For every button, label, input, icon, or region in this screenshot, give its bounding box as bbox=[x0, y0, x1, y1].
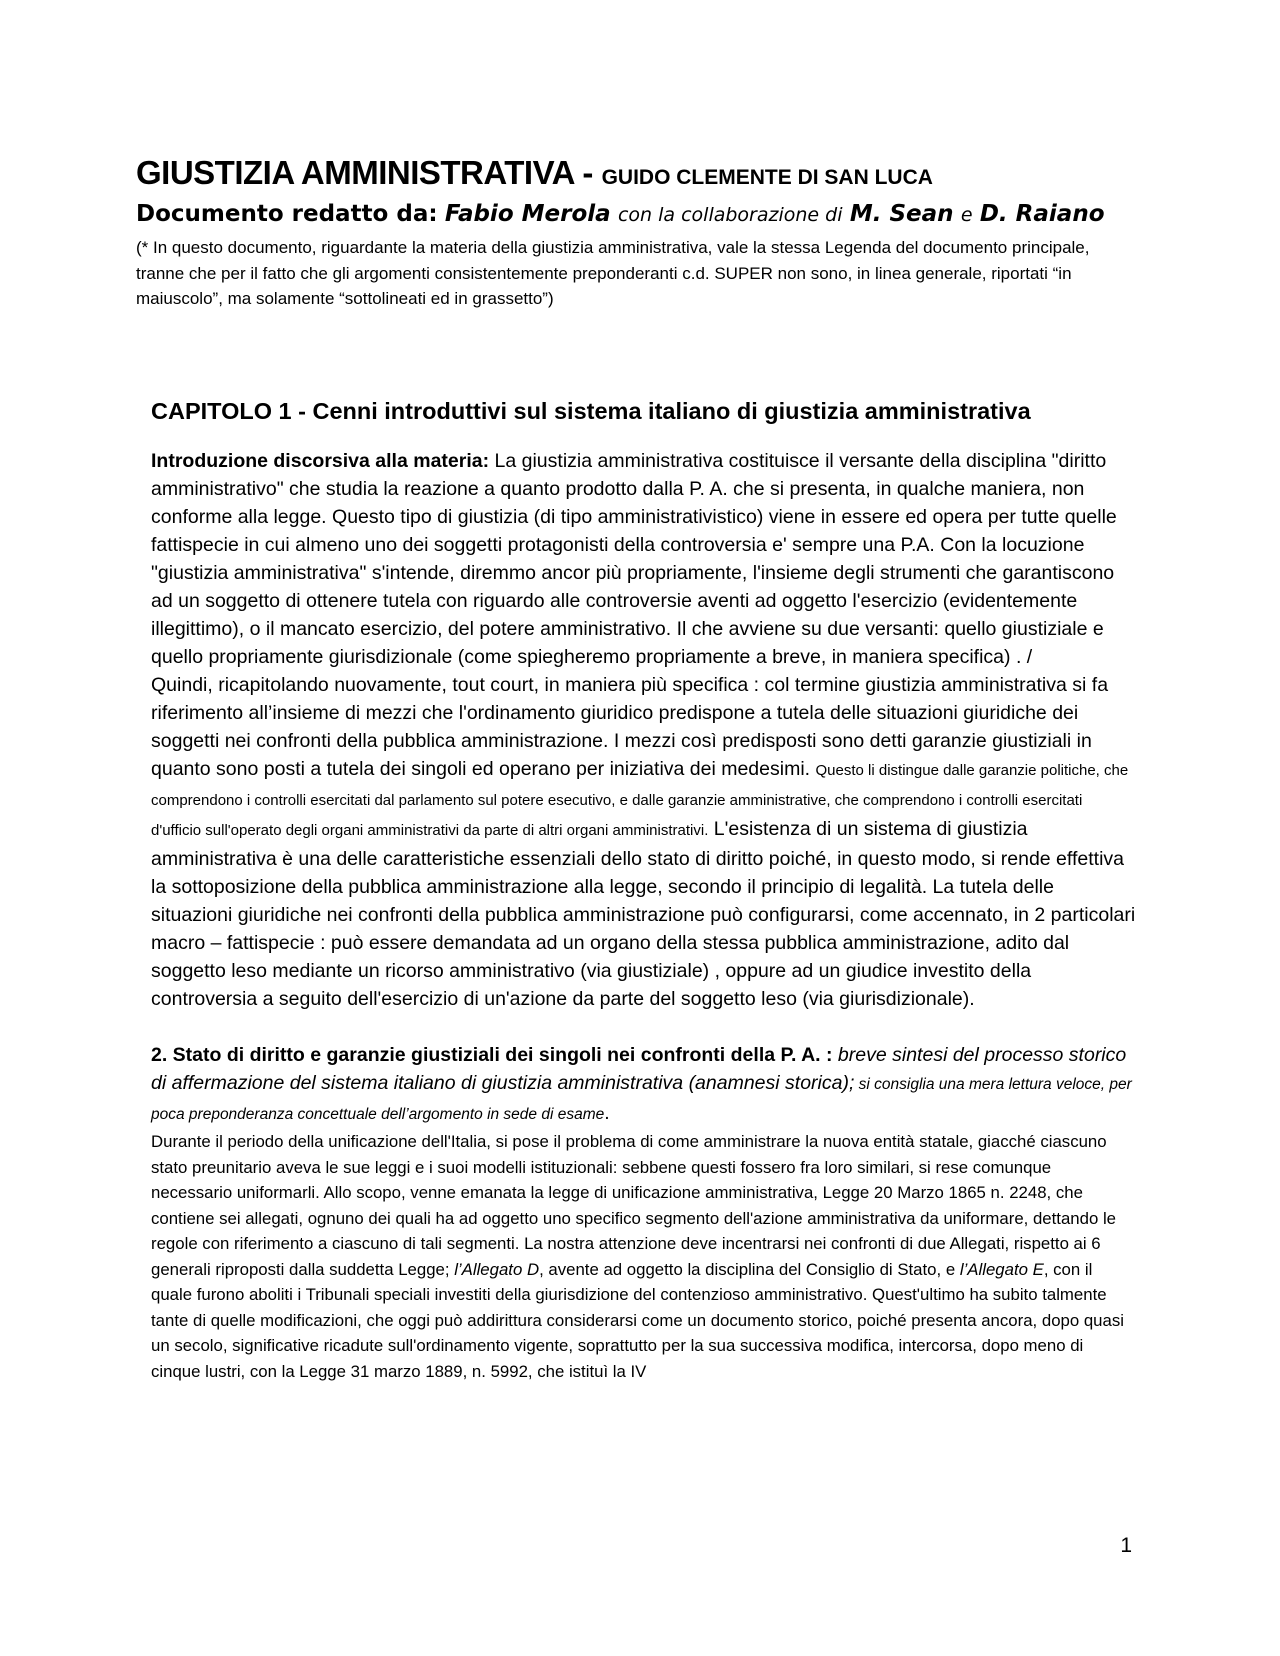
title-subtitle: GUIDO CLEMENTE DI SAN LUCA bbox=[601, 166, 933, 189]
collab-name-1: M. Sean bbox=[849, 201, 954, 227]
author-prefix: Documento redatto da: bbox=[136, 201, 438, 227]
allegato-d: l’Allegato D bbox=[454, 1259, 540, 1279]
section-2-body-3: , con il quale furono aboliti i Tribunali speciali investiti della giurisdizione del contenzioso amministrativo. Quest'ultimo ha subito talmente tante di quelle modificazioni, che oggi può addirittura considerarsi come un documento storico, poiché presenta ancora, dopo quasi un secolo, significative ricadute sull'ordinamento vigente, soprattutto per la sua successiva modifica, intercorsa, dopo meno di cinque lustri, con la Legge 31 marzo 1889, n. 5992, che istituì la IV bbox=[151, 1259, 1124, 1381]
section-2-advice: si consiglia una mera lettura veloce, per poca preponderanza concettuale dell’argomento in sede di esame bbox=[151, 1076, 1132, 1123]
intro-text-3: L'esistenza di un sistema di giustizia amministrativa è una delle caratteristiche essenziali dello stato di diritto poiché, in questo modo, si rende effettiva la sottoposizione della pubblica amministrazione alla legge, secondo il principio di legalità. La tutela delle situazioni giuridiche nei confronti della pubblica amministrazione può configurarsi, come accennato, in 2 particolari macro – fattispecie : può essere demandata ad un organo della stessa pubblica amministrazione, adito dal soggetto leso mediante un ricorso amministrativo (via giustiziale) , oppure ad un giudice investito della controversia a seguito dell'esercizio di un'azione da parte del soggetto leso (via giurisdizionale). bbox=[151, 818, 1136, 1010]
section-2-end: . bbox=[604, 1102, 610, 1124]
title-main: GIUSTIZIA AMMINISTRATIVA - bbox=[136, 154, 593, 191]
summary-paragraph bbox=[151, 671, 1136, 1013]
collab-name-2: D. Raiano bbox=[979, 201, 1105, 227]
intro-text-1: La giustizia amministrativa costituisce il versante della disciplina "diritto amministrativo" che studia la reazione a quanto prodotto dalla P. A. che si presenta, in qualche maniera, non conforme alla legge. Questo tipo di giustizia (di tipo amministrativistico) viene in essere ed opera per tutte quelle fattispecie in cui almeno uno dei soggetti protagonisti della controversia e' sempre una P.A. Con la locuzione "giustizia amministrativa" s'intende, diremmo ancor più propriamente, l'insieme degli strumenti che garantiscono ad un soggetto di ottenere tutela con riguardo alle controversie aventi ad oggetto l'esercizio (evidentemente illegittimo), o il mancato esercizio, del potere amministrativo. Il che avviene su due versanti: quello giustiziale e quello propriamente giurisdizionale (come spiegheremo propriamente a breve, in maniera specifica) . / bbox=[151, 450, 1117, 668]
author-line bbox=[136, 199, 1126, 231]
intro-lead: Introduzione discorsiva alla materia: bbox=[151, 450, 490, 472]
collab-text: con la collaborazione di bbox=[617, 204, 843, 226]
intro-small-text: Questo li distingue dalle garanzie politiche, che comprendono i controlli esercitati dal parlamento sul potere esecutivo, e dalle garanzie amministrative, che comprendono i controlli esercitati d'ufficio sull'operato degli organi amministrativi da parte di altri organi amministrativi. bbox=[151, 762, 1129, 839]
document-header bbox=[136, 154, 1136, 312]
section-2-paragraph bbox=[151, 1129, 1136, 1384]
intro-paragraph bbox=[151, 447, 1136, 671]
document-body bbox=[151, 395, 1136, 1384]
legend-note: (* In questo documento, riguardante la materia della giustizia amministrativa, vale la stessa Legenda del documento principale, tranne che per il fatto che gli argomenti consistentemente preponderanti c.d. SUPER non sono, in linea generale, riportati “in maiuscolo”, ma solamente “sottolineati ed in grassetto”) bbox=[136, 238, 1090, 308]
collab-and: e bbox=[960, 204, 973, 226]
section-2-subtitle: breve sintesi del processo storico di affermazione del sistema italiano di giustizia amministrativa (anamnesi storica); bbox=[151, 1044, 1127, 1094]
section-2-body-1: Durante il periodo della unificazione dell'Italia, si pose il problema di come amministrare la nuova entità statale, giacché ciascuno stato preunitario aveva le sue leggi e i suoi modelli istituzionali: sebbene questi fossero fra loro similari, si rese comunque necessario uniformarli. Allo scopo, venne emanata la legge di unificazione amministrativa, Legge 20 Marzo 1865 n. 2248, che contiene sei allegati, ognuno dei quali ha ad oggetto uno specifico segmento dell'azione amministrativa da uniformare, dettando le regole con riferimento a ciascuno di tali segmenti. La nostra attenzione deve incentrarsi nei confronti di due Allegati, rispetto ai 6 generali riproposti dalla suddetta Legge; bbox=[151, 1132, 1117, 1279]
section-2-heading bbox=[151, 1041, 1136, 1129]
section-2-title: 2. Stato di diritto e garanzie giustiziali dei singoli nei confronti della P. A. : bbox=[151, 1044, 833, 1066]
allegato-e: l’Allegato E bbox=[959, 1259, 1044, 1279]
intro-text-2: Quindi, ricapitolando nuovamente, tout court, in maniera più specifica : col termine giustizia amministrativa si fa riferimento all’insieme di mezzi che l'ordinamento giuridico predispone a tutela delle situazioni giuridiche dei soggetti nei confronti della pubblica amministrazione. I mezzi così predisposti sono detti garanzie giustiziali in quanto sono posti a tutela dei singoli ed operano per iniziativa dei medesimi. bbox=[151, 674, 1109, 780]
document-title bbox=[136, 154, 1136, 197]
page-number: 1 bbox=[1120, 1534, 1132, 1557]
chapter-title: CAPITOLO 1 - Cenni introduttivi sul sistema italiano di giustizia amministrativa bbox=[151, 398, 1031, 424]
section-2-body-2: , avente ad oggetto la disciplina del Consiglio di Stato, e bbox=[539, 1259, 960, 1279]
author-name: Fabio Merola bbox=[444, 201, 611, 227]
